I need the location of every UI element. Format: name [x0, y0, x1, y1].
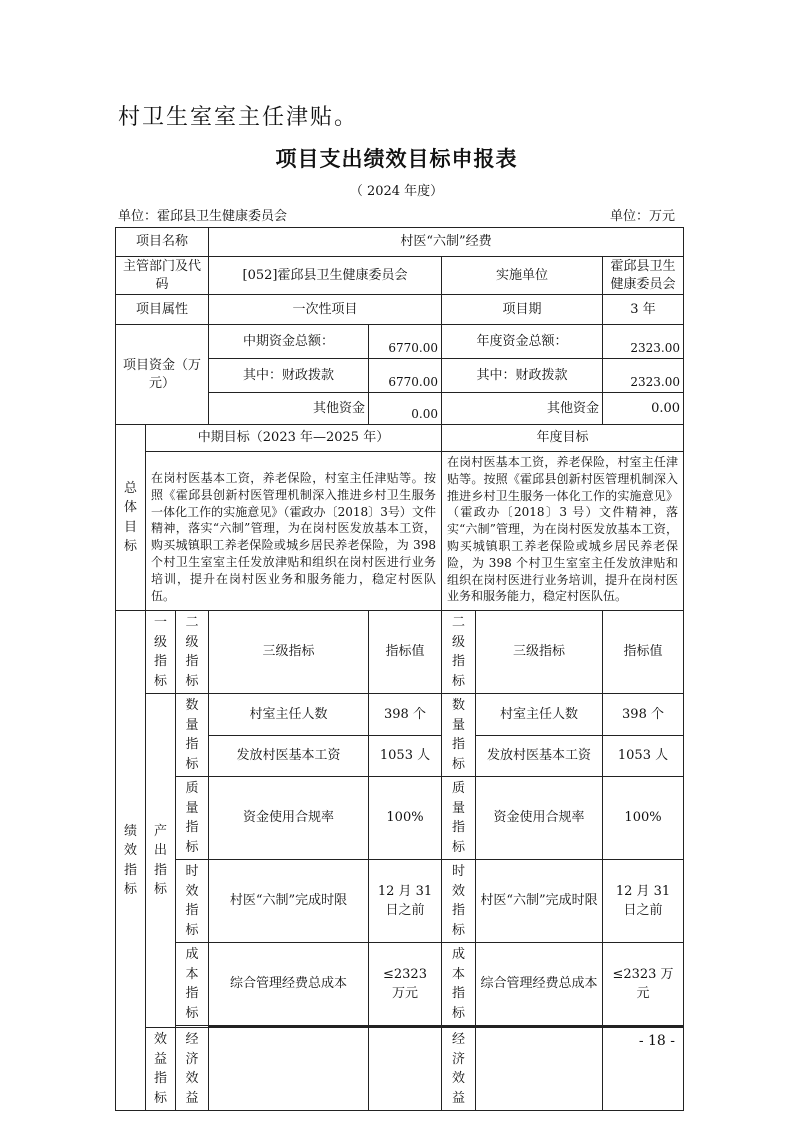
economic-label-annual: 经济效益	[442, 1028, 476, 1111]
quality-name-mid: 资金使用合规率	[209, 777, 369, 860]
cost-value-annual: ≤2323 万元	[603, 943, 684, 1026]
time-value-mid: 12 月 31 日之前	[369, 860, 442, 943]
economic-name-annual	[476, 1028, 603, 1111]
cost-label-mid: 成本指标	[176, 943, 209, 1026]
cost-name-annual: 综合管理经费总成本	[476, 943, 603, 1026]
row-indicator-header	[116, 611, 684, 694]
economic-label-mid: 经济效益	[176, 1028, 209, 1111]
cost-label-annual: 成本指标	[442, 943, 476, 1026]
unit-left: 单位：霍邱县卫生健康委员会	[118, 209, 288, 224]
period-label: 项目期	[442, 295, 603, 325]
goals-annual-header: 年度目标	[442, 425, 684, 452]
lead-text: 村卫生室室主任津贴。	[118, 105, 359, 130]
row-attribute	[116, 295, 684, 325]
row-department	[116, 257, 684, 295]
row-time	[116, 860, 684, 943]
cost-value-mid: ≤2323 万元	[369, 943, 442, 1026]
q2-name-mid: 发放村医基本工资	[209, 736, 369, 777]
row-economic	[116, 1028, 684, 1111]
economic-name-mid	[209, 1028, 369, 1111]
indicators-label: 绩效指标	[116, 611, 146, 1111]
economic-value-mid	[369, 1028, 442, 1111]
h-level2-annual: 二级指标	[442, 611, 476, 694]
cost-name-mid: 综合管理经费总成本	[209, 943, 369, 1026]
h-value-mid: 指标值	[369, 611, 442, 694]
mid-other-label: 其他资金	[209, 393, 369, 425]
row-quantity-1	[116, 694, 684, 736]
quality-label-annual: 质量指标	[442, 777, 476, 860]
benefit-label: 效益指标	[146, 1028, 176, 1111]
q1-name-annual: 村室主任人数	[476, 694, 603, 736]
annual-total-label: 年度资金总额：	[442, 325, 603, 359]
mid-total-value: 6770.00	[369, 325, 442, 359]
project-name-value: 村医“六制”经费	[209, 228, 684, 257]
row-goals-text	[116, 452, 684, 611]
quality-label-mid: 质量指标	[176, 777, 209, 860]
time-name-annual: 村医“六制”完成时限	[476, 860, 603, 943]
quality-value-mid: 100%	[369, 777, 442, 860]
output-label: 产出指标	[146, 694, 176, 1028]
q1-value-annual: 398 个	[603, 694, 684, 736]
mid-other-value: 0.00	[369, 393, 442, 425]
annual-total-value: 2323.00	[603, 325, 684, 359]
goals-mid-text: 在岗村医基本工资，养老保险，村室主任津贴等。按照《霍邱县创新村医管理机制深入推进乡村卫生服务一体化工作的实施意见》（霍政办〔2018〕3号）文件精神，落实“六制”管理，为在岗村医发放基本工资，购买城镇职工养老保险或城乡居民养老保险，为 398 个村卫生室室主任发放津贴和组织在岗村医进行业务培训，提升在岗村医业务和服务能力，稳定村医队伍。	[146, 452, 442, 611]
attr-value: 一次性项目	[209, 295, 442, 325]
impl-value: 霍邱县卫生健康委员会	[603, 257, 684, 295]
q2-value-mid: 1053 人	[369, 736, 442, 777]
h-level1: 一级指标	[146, 611, 176, 694]
period-value: 3 年	[603, 295, 684, 325]
row-quality	[116, 777, 684, 860]
mid-fiscal-label: 其中：财政拨款	[209, 359, 369, 393]
goals-label: 总体目标	[116, 425, 146, 611]
mid-total-label: 中期资金总额：	[209, 325, 369, 359]
h-level3-mid: 三级指标	[209, 611, 369, 694]
h-value-annual: 指标值	[603, 611, 684, 694]
dept-value: [052]霍邱县卫生健康委员会	[209, 257, 442, 295]
h-level3-annual: 三级指标	[476, 611, 603, 694]
dept-label: 主管部门及代码	[116, 257, 209, 295]
mid-fiscal-value: 6770.00	[369, 359, 442, 393]
row-project-name	[116, 228, 684, 257]
q2-value-annual: 1053 人	[603, 736, 684, 777]
time-name-mid: 村医“六制”完成时限	[209, 860, 369, 943]
attr-label: 项目属性	[116, 295, 209, 325]
goals-annual-text: 在岗村医基本工资，养老保险，村室主任津贴等。按照《霍邱县创新村医管理机制深入推进乡村卫生服务一体化工作的实施意见》（霍政办〔2018〕3 号）文件精神，落实“六制”管理，为在岗村医发放基本工资，购买城镇职工养老保险或城乡居民养老保险，为 398 个村卫生室室主任发放津贴和组织在岗村医进行业务培训，提升在岗村医业务和服务能力，稳定村医队伍。	[442, 452, 684, 611]
q2-name-annual: 发放村医基本工资	[476, 736, 603, 777]
page-number: - 18 -	[638, 1033, 675, 1049]
quality-name-annual: 资金使用合规率	[476, 777, 603, 860]
year-line: （ 2024 年度）	[349, 184, 444, 199]
q1-name-mid: 村室主任人数	[209, 694, 369, 736]
performance-table	[115, 227, 684, 1111]
h-level2-mid: 二级指标	[176, 611, 209, 694]
quantity-label-mid: 数量指标	[176, 694, 209, 777]
annual-other-value: 0.00	[603, 393, 684, 425]
q1-value-mid: 398 个	[369, 694, 442, 736]
time-label-mid: 时效指标	[176, 860, 209, 943]
time-label-annual: 时效指标	[442, 860, 476, 943]
row-goals-header	[116, 425, 684, 452]
annual-other-label: 其他资金	[442, 393, 603, 425]
annual-fiscal-label: 其中：财政拨款	[442, 359, 603, 393]
time-value-annual: 12 月 31 日之前	[603, 860, 684, 943]
quality-value-annual: 100%	[603, 777, 684, 860]
row-funds-total	[116, 325, 684, 359]
annual-fiscal-value: 2323.00	[603, 359, 684, 393]
unit-right: 单位：万元	[609, 209, 675, 224]
goals-mid-header: 中期目标（2023 年—2025 年）	[146, 425, 442, 452]
quantity-label-annual: 数量指标	[442, 694, 476, 777]
funds-label: 项目资金（万元）	[116, 325, 209, 425]
impl-label: 实施单位	[442, 257, 603, 295]
project-name-label: 项目名称	[116, 228, 209, 257]
row-cost	[116, 943, 684, 1026]
form-title: 项目支出绩效目标申报表	[275, 146, 518, 171]
